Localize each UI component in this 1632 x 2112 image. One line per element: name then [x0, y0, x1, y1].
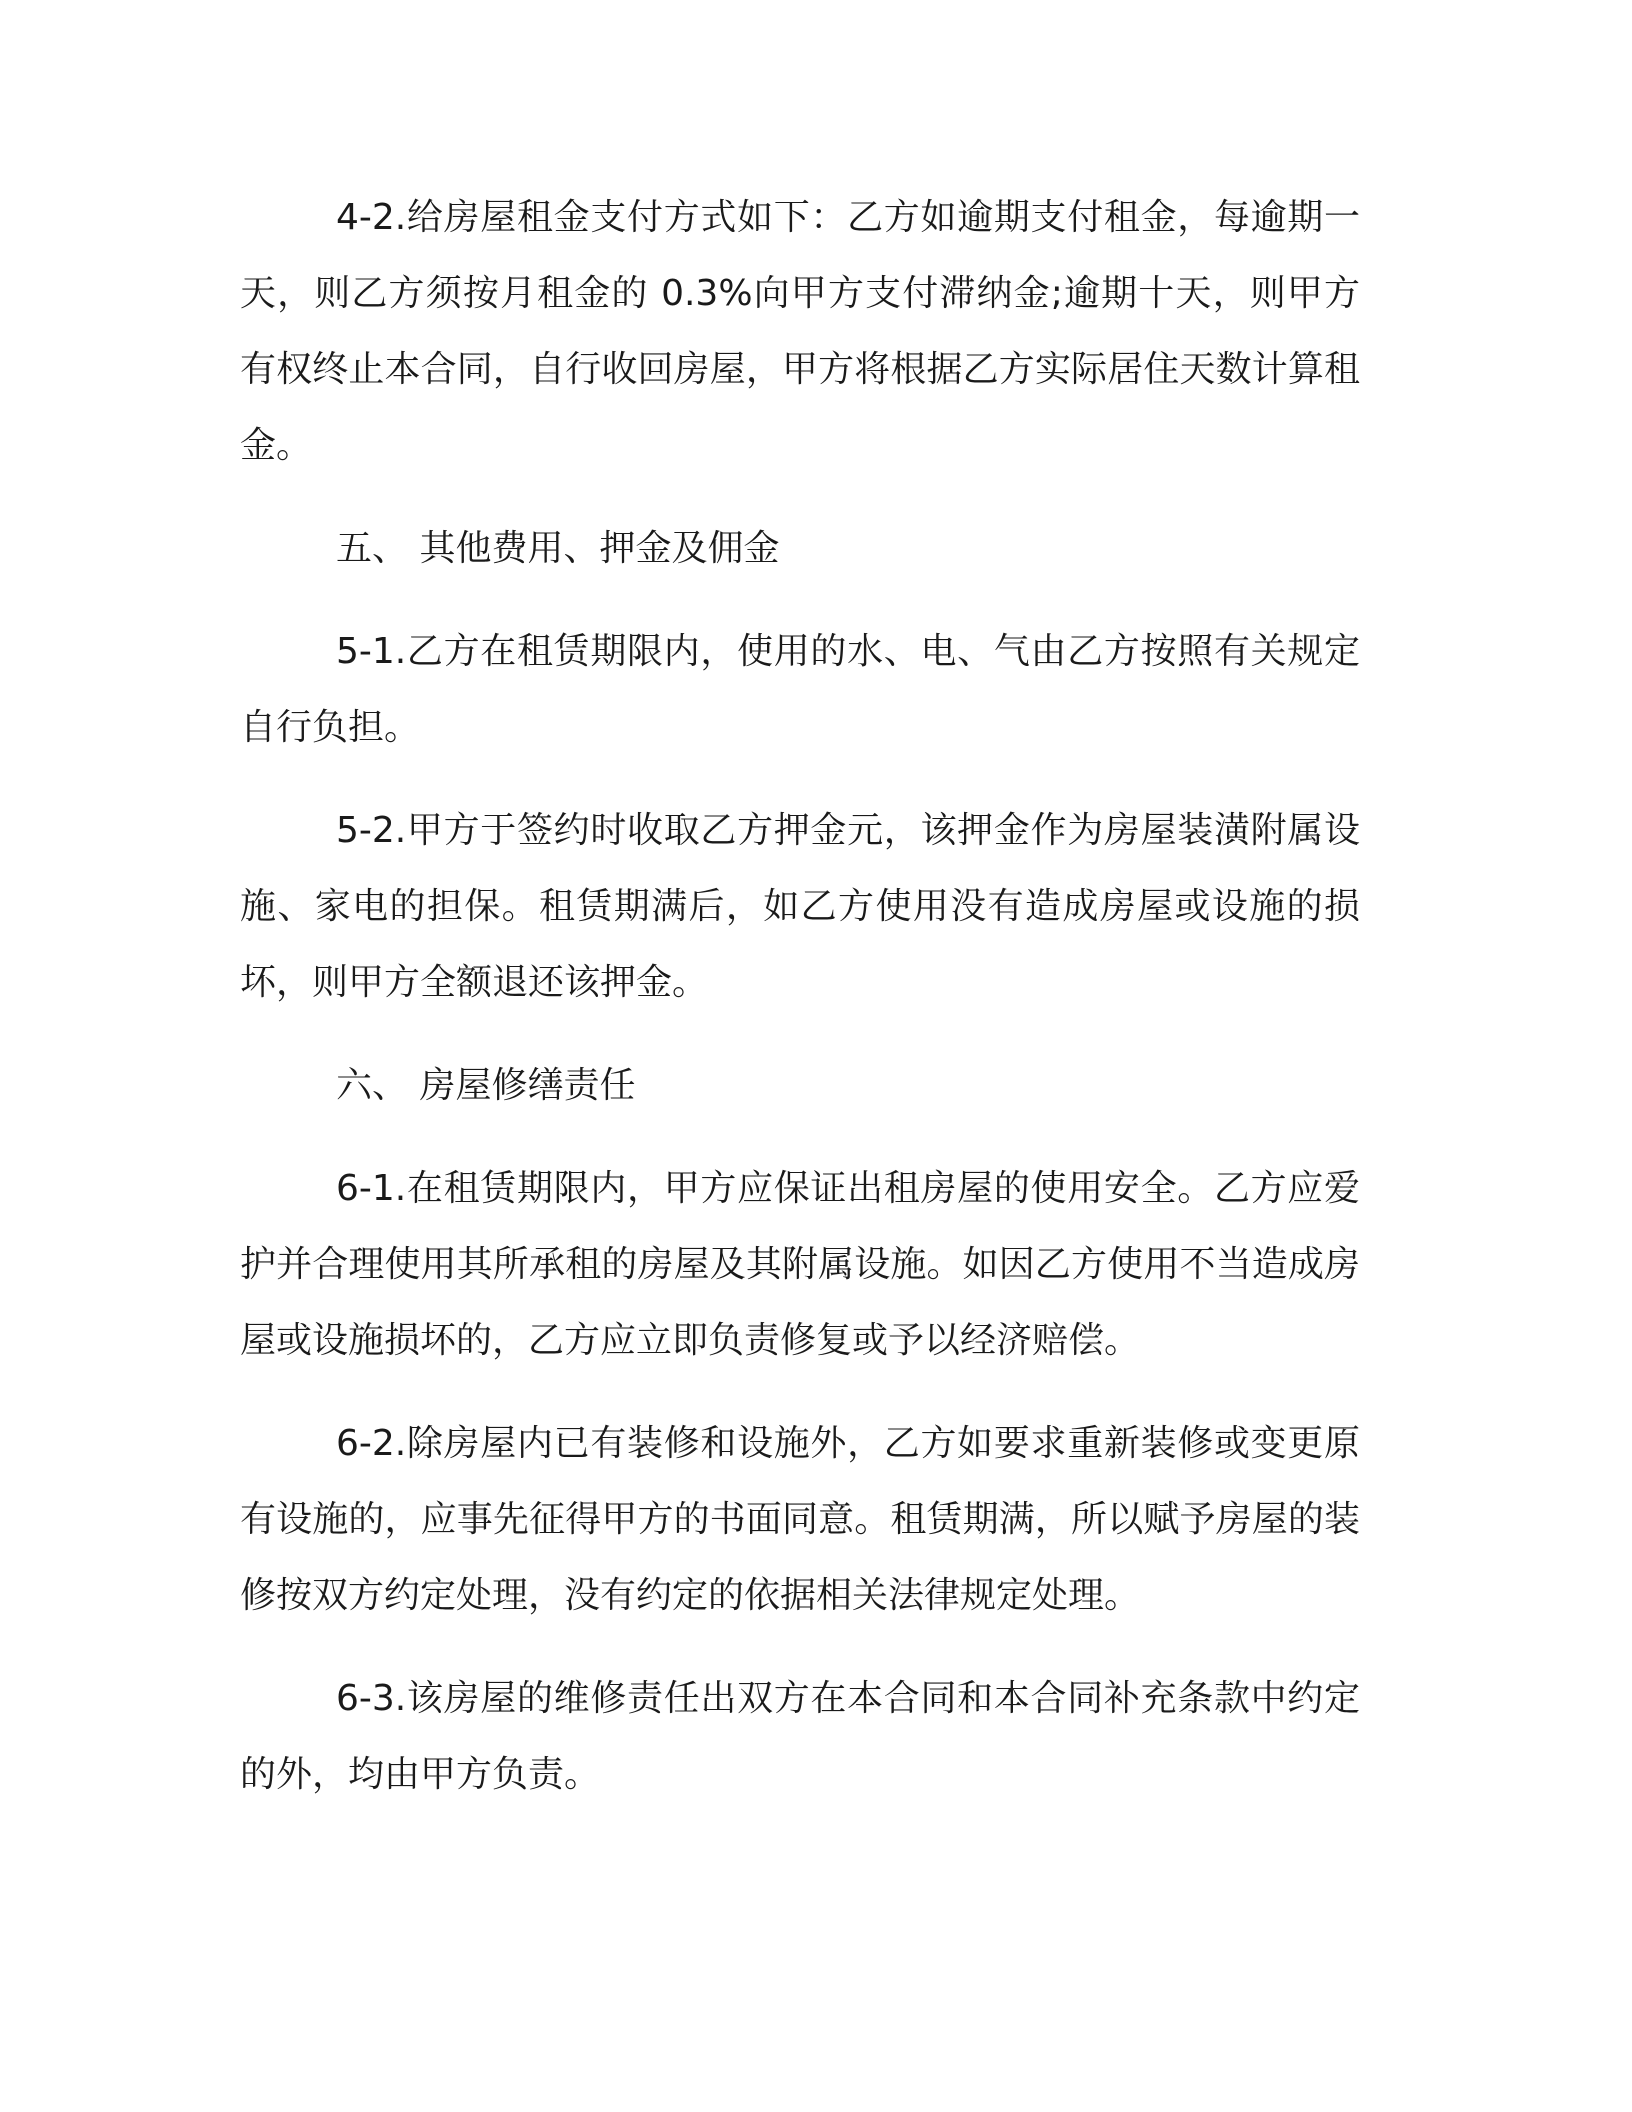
clause-6-1: 6-1.在租赁期限内，甲方应保证出租房屋的使用安全。乙方应爱护并合理使用其所承租的房屋及其附属设施。如因乙方使用不当造成房屋或设施损坏的，乙方应立即负责修复或予以经济赔偿。: [240, 1168, 1360, 1361]
section-heading-5: 五、 其他费用、押金及佣金: [336, 528, 780, 569]
clause-6-2: 6-2.除房屋内已有装修和设施外，乙方如要求重新装修或变更原有设施的，应事先征得甲方的书面同意。租赁期满，所以赋予房屋的装修按双方约定处理，没有约定的依据相关法律规定处理。: [240, 1423, 1360, 1616]
clause-4-2: 4-2.给房屋租金支付方式如下：乙方如逾期支付租金，每逾期一天，则乙方须按月租金的 0.3%向甲方支付滞纳金;逾期十天，则甲方有权终止本合同，自行收回房屋，甲方将根据乙方实际居住天数计算租金。: [240, 197, 1360, 466]
clause-6-3: 6-3.该房屋的维修责任出双方在本合同和本合同补充条款中约定的外，均由甲方负责。: [240, 1678, 1360, 1795]
clause-5-2: 5-2.甲方于签约时收取乙方押金元，该押金作为房屋装潢附属设施、家电的担保。租赁期满后，如乙方使用没有造成房屋或设施的损坏，则甲方全额退还该押金。: [240, 810, 1360, 1003]
clause-5-1: 5-1.乙方在租赁期限内，使用的水、电、气由乙方按照有关规定自行负担。: [240, 631, 1360, 748]
section-heading-6: 六、 房屋修缮责任: [336, 1065, 636, 1106]
document-body: [240, 180, 1360, 1840]
